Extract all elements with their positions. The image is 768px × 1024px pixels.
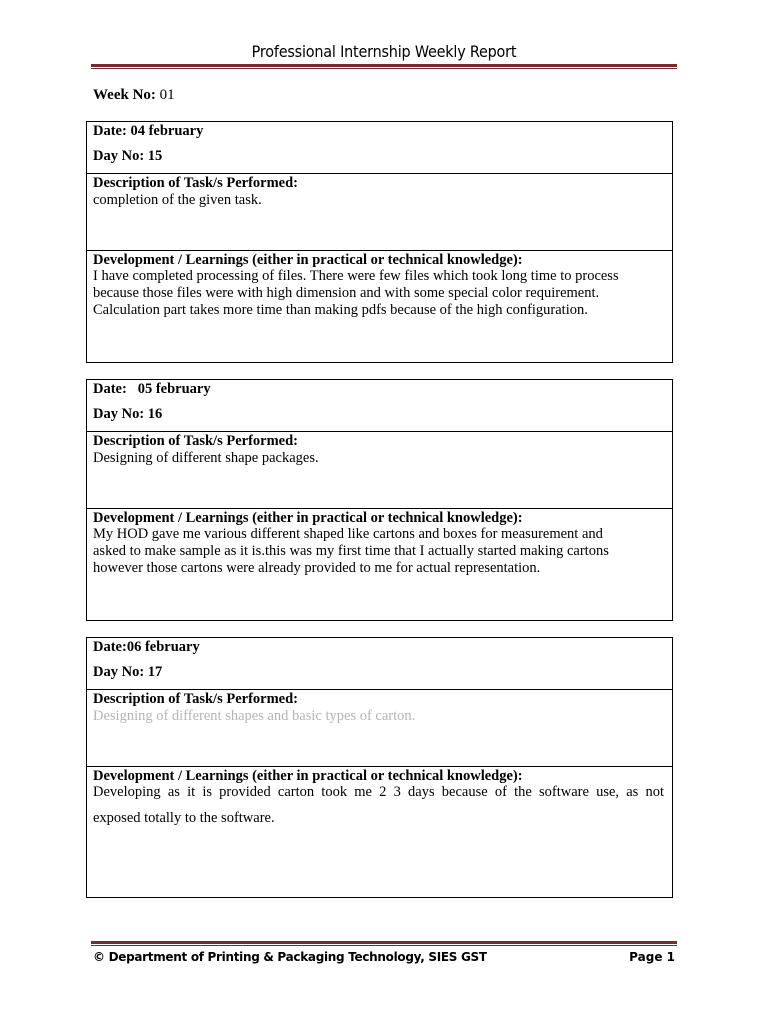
week-label: Week No:	[93, 87, 156, 103]
description-heading: Description of Task/s Performed:	[93, 433, 298, 449]
footer-department: © Department of Printing & Packaging Technology, SIES GST	[93, 950, 487, 964]
entry-day-number: Day No: 16	[93, 406, 163, 422]
development-heading: Development / Learnings (either in practical or technical knowledge):	[93, 252, 523, 268]
development-section	[87, 250, 672, 362]
description-text: Designing of different shapes and basic types of carton.	[93, 708, 416, 724]
description-text: completion of the given task.	[93, 192, 262, 208]
page-header-title: Professional Internship Weekly Report	[251, 42, 517, 61]
development-text-line: exposed totally to the software.	[93, 810, 275, 826]
development-text-line: asked to make sample as it is.this was my first time that I actually started making cartons	[93, 543, 609, 559]
development-text-line: because those files were with high dimension and with some special color requirement.	[93, 285, 600, 301]
entry-day-number: Day No: 15	[93, 148, 163, 164]
footer-page-number: Page 1	[629, 950, 675, 964]
entry-date: Date: 04 february	[93, 123, 204, 139]
footer-divider	[91, 941, 677, 946]
development-text-line: My HOD gave me various different shaped like cartons and boxes for measurement and	[93, 526, 603, 542]
entry-day-number: Day No: 17	[93, 664, 163, 680]
date-section	[87, 380, 672, 431]
day-entry-3	[86, 637, 673, 898]
week-value: 01	[159, 87, 175, 103]
development-section	[87, 766, 672, 897]
header-divider	[91, 64, 677, 69]
description-heading: Description of Task/s Performed:	[93, 175, 298, 191]
development-text-line: however those cartons were already provided to me for actual representation.	[93, 560, 541, 576]
description-heading: Description of Task/s Performed:	[93, 691, 298, 707]
day-entry-1	[86, 121, 673, 363]
description-section	[87, 689, 672, 766]
development-text-line: I have completed processing of files. There were few files which took long time to process	[93, 268, 619, 284]
description-text: Designing of different shape packages.	[93, 450, 319, 466]
week-number	[93, 87, 175, 104]
date-section	[87, 638, 672, 689]
development-heading: Development / Learnings (either in practical or technical knowledge):	[93, 768, 523, 784]
description-section	[87, 431, 672, 508]
description-section	[87, 173, 672, 250]
development-text-line: Developing as it is provided carton took me 2 3 days because of the software use, as not	[93, 784, 664, 800]
entry-date: Date: 05 february	[93, 381, 211, 397]
day-entry-2	[86, 379, 673, 621]
development-text-line: Calculation part takes more time than making pdfs because of the high configuration.	[93, 302, 588, 318]
development-heading: Development / Learnings (either in practical or technical knowledge):	[93, 510, 523, 526]
development-section	[87, 508, 672, 620]
date-section	[87, 122, 672, 173]
entry-date: Date:06 february	[93, 639, 200, 655]
